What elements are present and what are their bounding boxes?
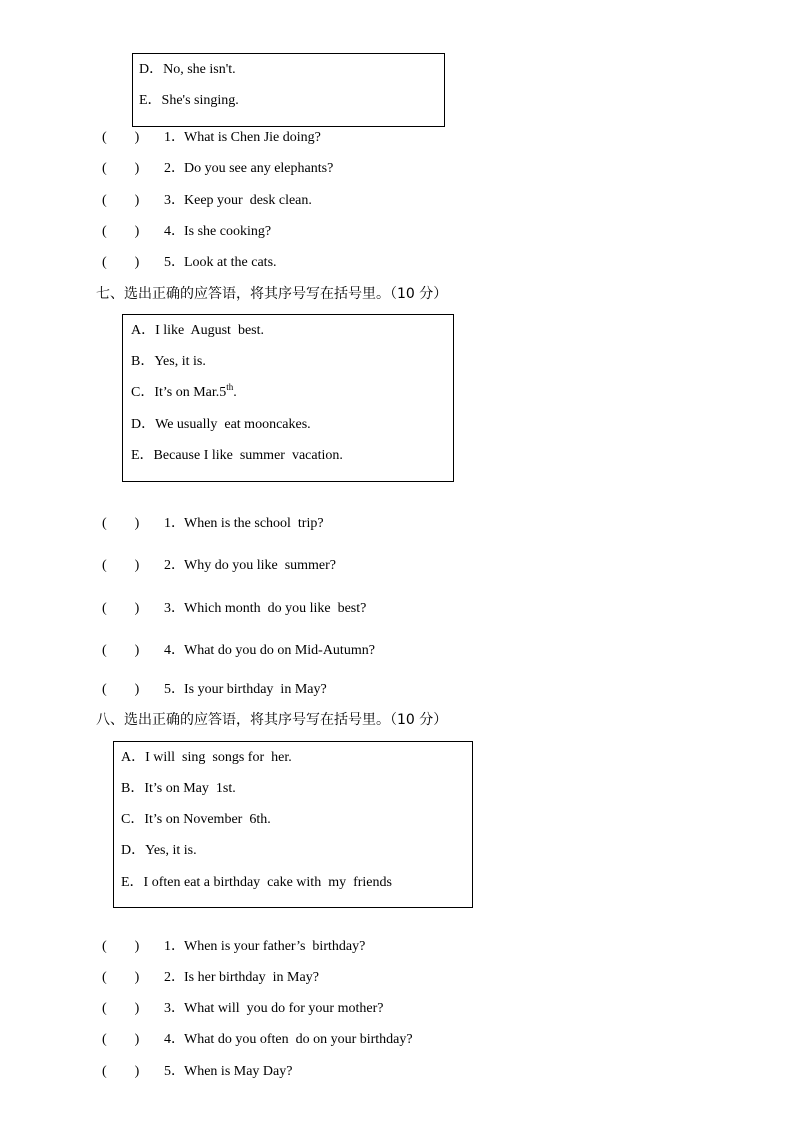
option-c: C．It’s on November 6th. <box>121 812 271 827</box>
option-e: E．I often eat a birthday cake with my friends <box>121 875 392 890</box>
answer-blank[interactable]: ( ) <box>102 1001 140 1016</box>
answer-blank[interactable]: ( ) <box>102 130 140 145</box>
question-row: ( ) 2．Is her birthday in May? <box>102 970 319 985</box>
question-row: ( ) 2．Do you see any elephants? <box>102 161 334 176</box>
question-row: ( ) 3．Which month do you like best? <box>102 601 367 616</box>
question-row: ( ) 5．Is your birthday in May? <box>102 682 327 697</box>
question-row: ( ) 4．Is she cooking? <box>102 224 272 239</box>
section-heading-8: 八、选出正确的应答语，将其序号写在括号里。（10 分） <box>96 712 448 728</box>
answer-blank[interactable]: ( ) <box>102 558 140 573</box>
question-row: ( ) 4．What do you often do on your birthday? <box>102 1032 413 1047</box>
question-row: ( ) 4．What do you do on Mid-Autumn? <box>102 643 375 658</box>
answer-blank[interactable]: ( ) <box>102 161 140 176</box>
answer-blank[interactable]: ( ) <box>102 939 140 954</box>
question-row: ( ) 1．What is Chen Jie doing? <box>102 130 321 145</box>
question-row: ( ) 2．Why do you like summer? <box>102 558 337 573</box>
answer-blank[interactable]: ( ) <box>102 601 140 616</box>
option-c: C．It’s on Mar.5th. <box>131 382 237 400</box>
option-d: D．We usually eat mooncakes. <box>131 417 311 432</box>
question-row: ( ) 1．When is your father’s birthday? <box>102 939 366 954</box>
option-b: B．It’s on May 1st. <box>121 781 236 796</box>
question-row: ( ) 3．Keep your desk clean. <box>102 193 312 208</box>
option-a: A．I will sing songs for her. <box>121 750 292 765</box>
section-heading-7: 七、选出正确的应答语，将其序号写在括号里。（10 分） <box>96 286 448 302</box>
option-e: E．She's singing. <box>139 93 239 108</box>
answer-blank[interactable]: ( ) <box>102 224 140 239</box>
question-row: ( ) 3．What will you do for your mother? <box>102 1001 384 1016</box>
answer-blank[interactable]: ( ) <box>102 1032 140 1047</box>
question-row: ( ) 1．When is the school trip? <box>102 516 324 531</box>
option-b: B．Yes, it is. <box>131 354 206 369</box>
question-row: ( ) 5．Look at the cats. <box>102 255 277 270</box>
answer-blank[interactable]: ( ) <box>102 516 140 531</box>
question-row: ( ) 5．When is May Day? <box>102 1064 293 1079</box>
answer-blank[interactable]: ( ) <box>102 643 140 658</box>
answer-blank[interactable]: ( ) <box>102 1064 140 1079</box>
option-d: D．No, she isn't. <box>139 62 236 77</box>
option-a: A．I like August best. <box>131 323 264 338</box>
option-e: E．Because I like summer vacation. <box>131 448 343 463</box>
answer-blank[interactable]: ( ) <box>102 255 140 270</box>
answer-blank[interactable]: ( ) <box>102 682 140 697</box>
answer-blank[interactable]: ( ) <box>102 193 140 208</box>
option-d: D．Yes, it is. <box>121 843 197 858</box>
answer-blank[interactable]: ( ) <box>102 970 140 985</box>
